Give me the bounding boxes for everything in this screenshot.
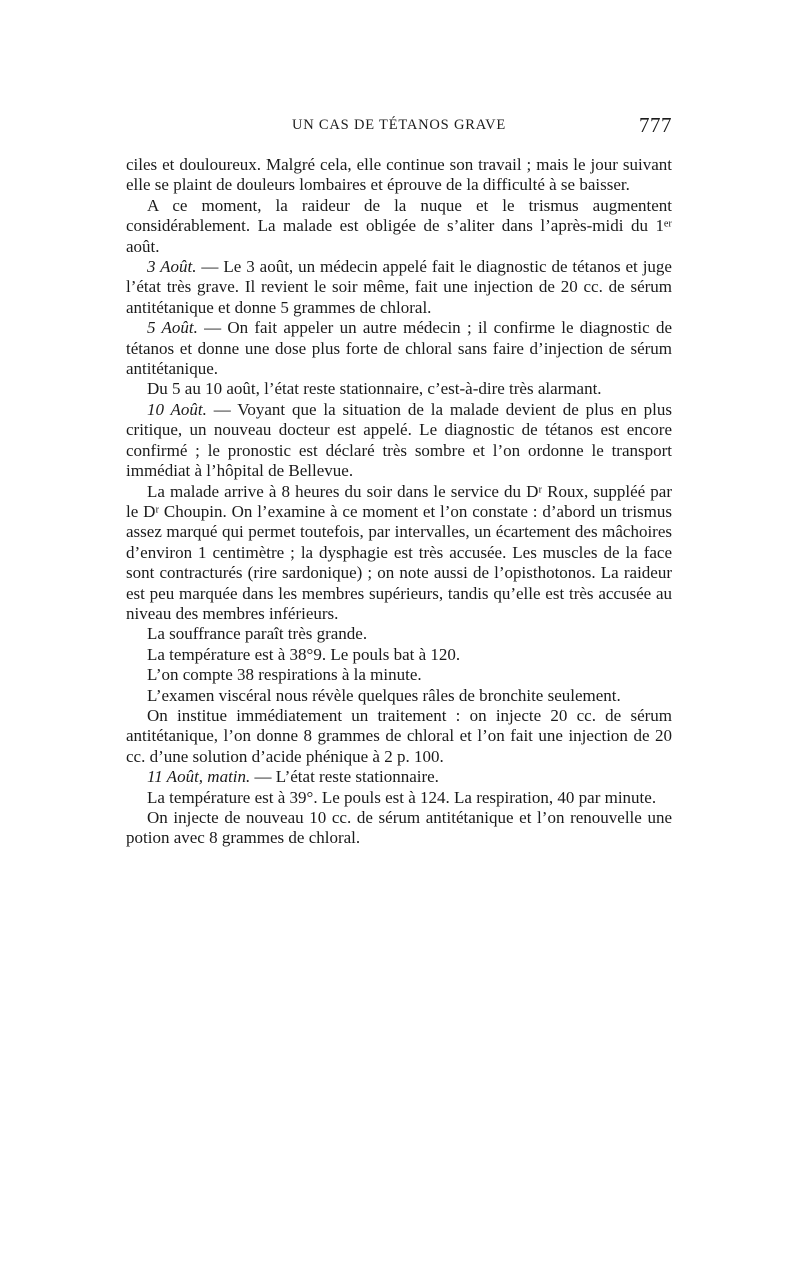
paragraph xyxy=(126,665,672,685)
entry-date: 10 Août. xyxy=(147,399,207,419)
paragraph xyxy=(126,400,672,482)
paragraph-text: — On fait appeler un autre médecin ; il confirme le diagnostic de tétanos et donne une dose plus forte de chloral sans faire d’injection de sérum antitétanique. xyxy=(126,318,672,379)
paragraph-text: L’examen viscéral nous révèle quelques râles de bronchite seulement. xyxy=(147,685,621,705)
paragraph xyxy=(126,318,672,379)
running-title: UN CAS DE TÉTANOS GRAVE xyxy=(291,117,507,133)
paragraph-text: On institue immédiatement un traitement : on injecte 20 cc. de sérum antitétanique, l’on donne 8 grammes de chloral et l’on fait une injection de 20 cc. d’une solution d’acide phénique à 2 p. 100. xyxy=(126,705,672,766)
book-page xyxy=(126,113,672,849)
running-head xyxy=(126,113,672,141)
paragraph xyxy=(126,482,672,625)
paragraph xyxy=(126,379,672,399)
page-number: 777 xyxy=(639,113,672,137)
paragraph-text: La souffrance paraît très grande. xyxy=(147,624,368,644)
paragraph-text: La malade arrive à 8 heures du soir dans le service du Dʳ Roux, suppléé par le Dʳ Choupin. On l’examine à ce moment et l’on constate : d’abord un trismus assez marqué qui permet toutefois, par intervalles, un écartement des mâchoires d’environ 1 centimètre ; la dysphagie est très accusée. Les muscles de la face sont contracturés (rire sardonique) ; on note aussi de l’opisthotonos. La raideur est peu marquée dans les membres supérieurs, tandis qu’elle est très accusée au niveau des membres inférieurs. xyxy=(126,481,672,623)
paragraph xyxy=(126,257,672,318)
paragraph xyxy=(126,196,672,257)
paragraph-text: Du 5 au 10 août, l’état reste stationnaire, c’est-à-dire très alarmant. xyxy=(147,379,602,399)
entry-date: 11 Août, matin. xyxy=(147,767,251,787)
body-text xyxy=(126,155,672,849)
paragraph xyxy=(126,645,672,665)
entry-date: 3 Août. xyxy=(147,257,197,277)
paragraph xyxy=(126,624,672,644)
paragraph xyxy=(126,767,672,787)
paragraph xyxy=(126,808,672,849)
paragraph xyxy=(126,155,672,196)
paragraph xyxy=(126,706,672,767)
paragraph-text: L’on compte 38 respirations à la minute. xyxy=(147,665,422,685)
entry-date: 5 Août. xyxy=(147,318,198,338)
paragraph-text: — L’état reste stationnaire. xyxy=(250,767,439,787)
paragraph-text: La température est à 39°. Le pouls est à 124. La respiration, 40 par minute. xyxy=(147,787,657,807)
paragraph-text: A ce moment, la raideur de la nuque et le trismus augmentent considérablement. La malade est obligée de s’aliter dans l’après-midi du 1ᵉʳ août. xyxy=(126,195,672,256)
paragraph-text: — Voyant que la situation de la malade devient de plus en plus critique, un nouveau docteur est appelé. Le diagnostic de tétanos est encore confirmé ; le pronostic est déclaré très sombre et l’on ordonne le transport immédiat à l’hôpital de Bellevue. xyxy=(126,399,672,481)
paragraph-text: — Le 3 août, un médecin appelé fait le diagnostic de tétanos et juge l’état très grave. Il revient le soir même, fait une injection de 20 cc. de sérum antitétanique et donne 5 grammes de chloral. xyxy=(126,257,672,317)
paragraph-text: ciles et douloureux. Malgré cela, elle continue son travail ; mais le jour suivant elle se plaint de douleurs lombaires et éprouve de la difficulté à se baisser. xyxy=(126,155,672,195)
paragraph-text: On injecte de nouveau 10 cc. de sérum antitétanique et l’on renouvelle une potion avec 8 grammes de chloral. xyxy=(126,808,672,848)
paragraph xyxy=(126,788,672,808)
paragraph-text: La température est à 38°9. Le pouls bat à 120. xyxy=(147,644,461,664)
paragraph xyxy=(126,686,672,706)
